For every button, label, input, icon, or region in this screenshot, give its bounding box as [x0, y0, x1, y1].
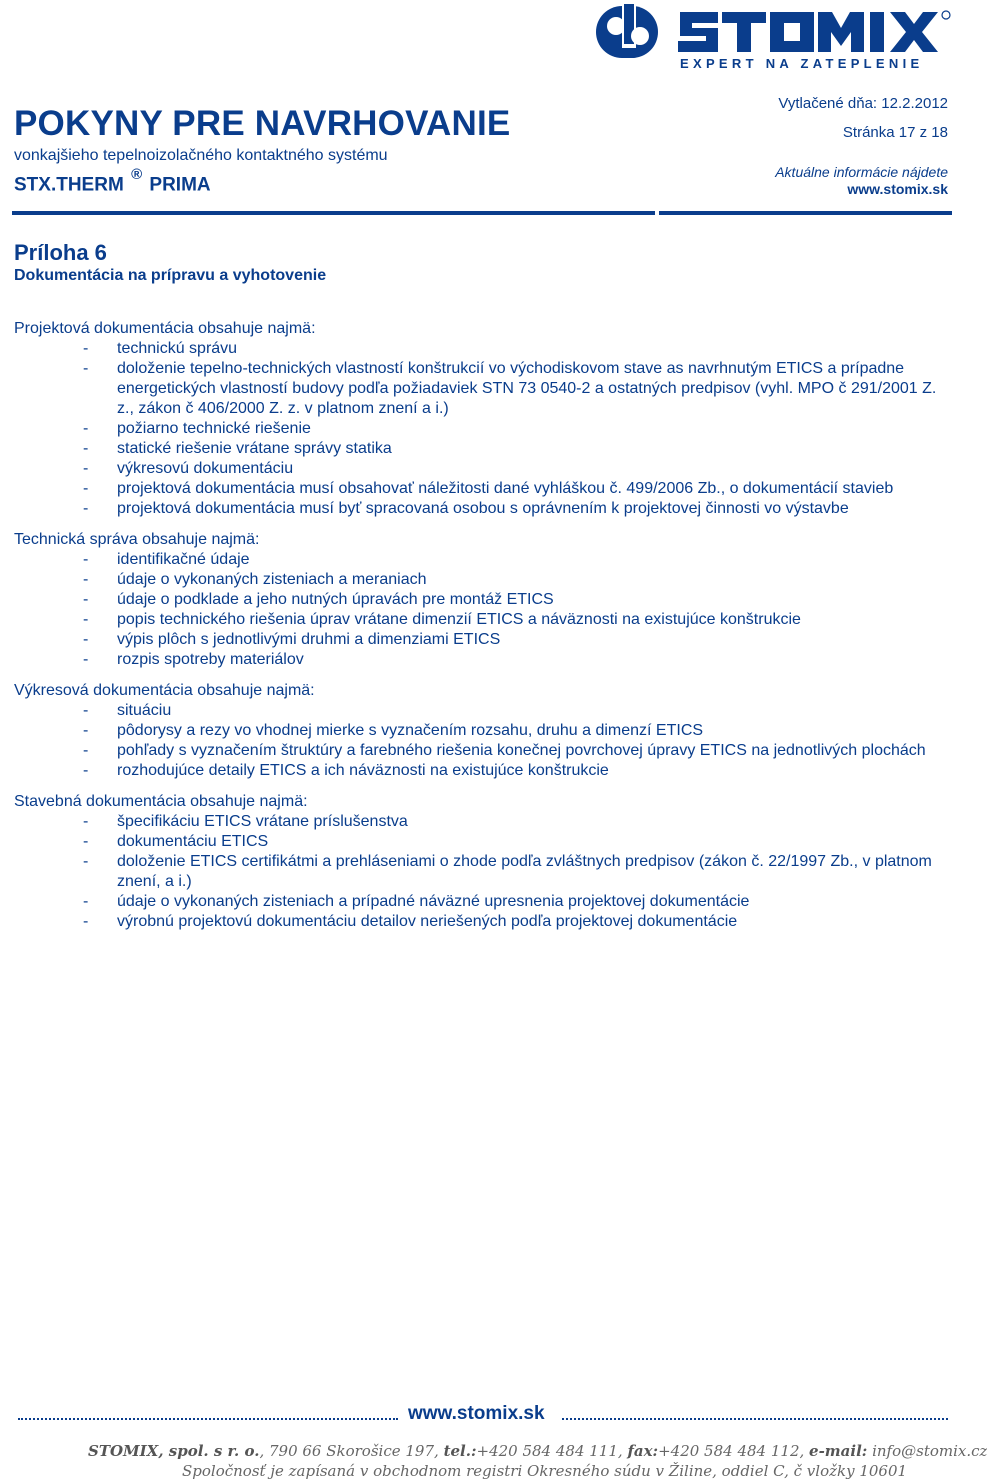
list-item: - pohľady s vyznačením štruktúry a farebného riešenia konečnej povrchovej úpravy ETICS na jednotlivých plochách	[83, 742, 926, 759]
annex-subtitle: Dokumentácia na prípravu a vyhotovenie	[14, 267, 327, 284]
section-construction-docs	[14, 792, 944, 932]
list-item: - technickú správu	[83, 340, 238, 357]
product-prefix: STX.THERM	[14, 174, 124, 196]
footer-fax: +420 584 484 112,	[658, 1442, 810, 1460]
footer-registry: Spoločnosť je zapísaná v obchodnom registri Okresného súdu v Žiline, oddiel C, č vložky 10601	[182, 1462, 908, 1480]
logo-emblem-icon	[596, 4, 658, 58]
annex-title: Príloha 6	[14, 240, 107, 265]
list-item: - výkresovú dokumentáciu	[83, 460, 294, 477]
bullet-list	[14, 812, 944, 932]
list-item: - pôdorysy a rezy vo vhodnej mierke s vyznačením rozsahu, druhu a dimenzí ETICS	[83, 722, 704, 739]
list-item: - dokumentáciu ETICS	[83, 833, 269, 850]
list-item: - výrobnú projektovú dokumentáciu detailov neriešených podľa projektovej dokumentácie	[83, 913, 738, 930]
print-date: Vytlačené dňa: 12.2.2012	[778, 95, 948, 112]
list-item: - identifikačné údaje	[83, 551, 250, 568]
product-name	[14, 166, 211, 196]
document-title: POKYNY PRE NAVRHOVANIE	[14, 104, 511, 143]
document-subtitle: vonkajšieho tepelnoizolačného kontaktného systému	[14, 147, 388, 164]
list-item: - popis technického riešenia úprav vrátane dimenzií ETICS a náväznosti na existujúce konštrukcie	[83, 611, 801, 628]
logo-wordmark	[678, 11, 950, 52]
logo-tagline: EXPERT NA ZATEPLENIE	[680, 56, 924, 71]
section-heading: Technická správa obsahuje najmä:	[14, 531, 260, 548]
bullet-list	[14, 550, 944, 670]
bullet-list	[14, 701, 944, 781]
section-heading: Projektová dokumentácia obsahuje najmä:	[14, 320, 316, 337]
list-item: - doloženie ETICS certifikátmi a prehláseniami o zhode podľa zvláštnych predpisov (zákon č. 22/1997 Zb., v platnom znení, a i.)	[83, 853, 932, 890]
footer-email-label: e-mail:	[809, 1442, 868, 1460]
list-item: - projektová dokumentácia musí obsahovať náležitosti dané vyhláškou č. 499/2006 Zb., o dokumentácií stavieb	[83, 480, 894, 497]
list-item: - požiarno technické riešenie	[83, 420, 311, 437]
list-item: - výpis plôch s jednotlivými druhmi a dimenziami ETICS	[83, 631, 501, 648]
list-item: - údaje o podklade a jeho nutných úpravách pre montáž ETICS	[83, 591, 554, 608]
list-item: - špecifikáciu ETICS vrátane príslušenstva	[83, 813, 408, 830]
header-divider	[12, 211, 952, 215]
footer-tel-label: tel.:	[443, 1442, 477, 1460]
header-divider-gap	[655, 211, 659, 215]
list-item: - situáciu	[83, 702, 172, 719]
footer-tel: +420 584 484 111,	[476, 1442, 628, 1460]
logo-graphic	[596, 2, 952, 72]
list-item: - rozpis spotreby materiálov	[83, 651, 304, 668]
section-heading: Stavebná dokumentácia obsahuje najmä:	[14, 793, 308, 810]
footer-address: , 790 66 Skorošice 197,	[259, 1442, 444, 1460]
footer-fax-label: fax:	[627, 1442, 659, 1460]
document-body	[14, 240, 944, 932]
page-number: Stránka 17 z 18	[842, 124, 948, 141]
footer-company: STOMIX, spol. s r. o.	[88, 1442, 260, 1460]
section-drawing-docs	[14, 681, 944, 781]
stomix-logo[interactable]	[596, 2, 952, 72]
list-item: - údaje o vykonaných zisteniach a meraniach	[83, 571, 427, 588]
footer-website-link[interactable]: www.stomix.sk	[408, 1403, 545, 1424]
list-item: - údaje o vykonaných zisteniach a prípadné náväzné upresnenia projektovej dokumentácie	[83, 893, 750, 910]
list-item: - rozhodujúce detaily ETICS a ich náväznosti na existujúce konštrukcie	[83, 762, 609, 779]
product-suffix: PRIMA	[149, 174, 211, 196]
section-project-docs	[14, 319, 944, 519]
registered-mark: ®	[131, 166, 143, 183]
list-item: - statické riešenie vrátane správy statika	[83, 440, 392, 457]
info-note: Aktuálne informácie nájdete	[775, 164, 948, 180]
footer-dotted-rule-right	[562, 1418, 948, 1420]
header-website-link[interactable]: www.stomix.sk	[847, 181, 948, 197]
footer-dotted-rule-left	[18, 1418, 398, 1420]
section-technical-report	[14, 530, 944, 670]
bullet-list	[14, 339, 944, 519]
list-item: - projektová dokumentácia musí byť spracovaná osobou s oprávnením k projektovej činnosti vo výstavbe	[83, 500, 849, 517]
section-heading: Výkresová dokumentácia obsahuje najmä:	[14, 682, 315, 699]
footer-email[interactable]: info@stomix.cz	[867, 1442, 987, 1460]
list-item: - doloženie tepelno-technických vlastností konštrukcií vo východiskovom stave as navrhnutým ETICS a prípadne energetických vlastností budovy podľa požiadaviek STN 73 0540-2 a ostatných predpisov (vyhl. MPO č 291/2001 Z. z., zákon č 406/2000 Z. z. v platnom znení a i.)	[83, 360, 937, 417]
footer-contact	[88, 1442, 987, 1460]
